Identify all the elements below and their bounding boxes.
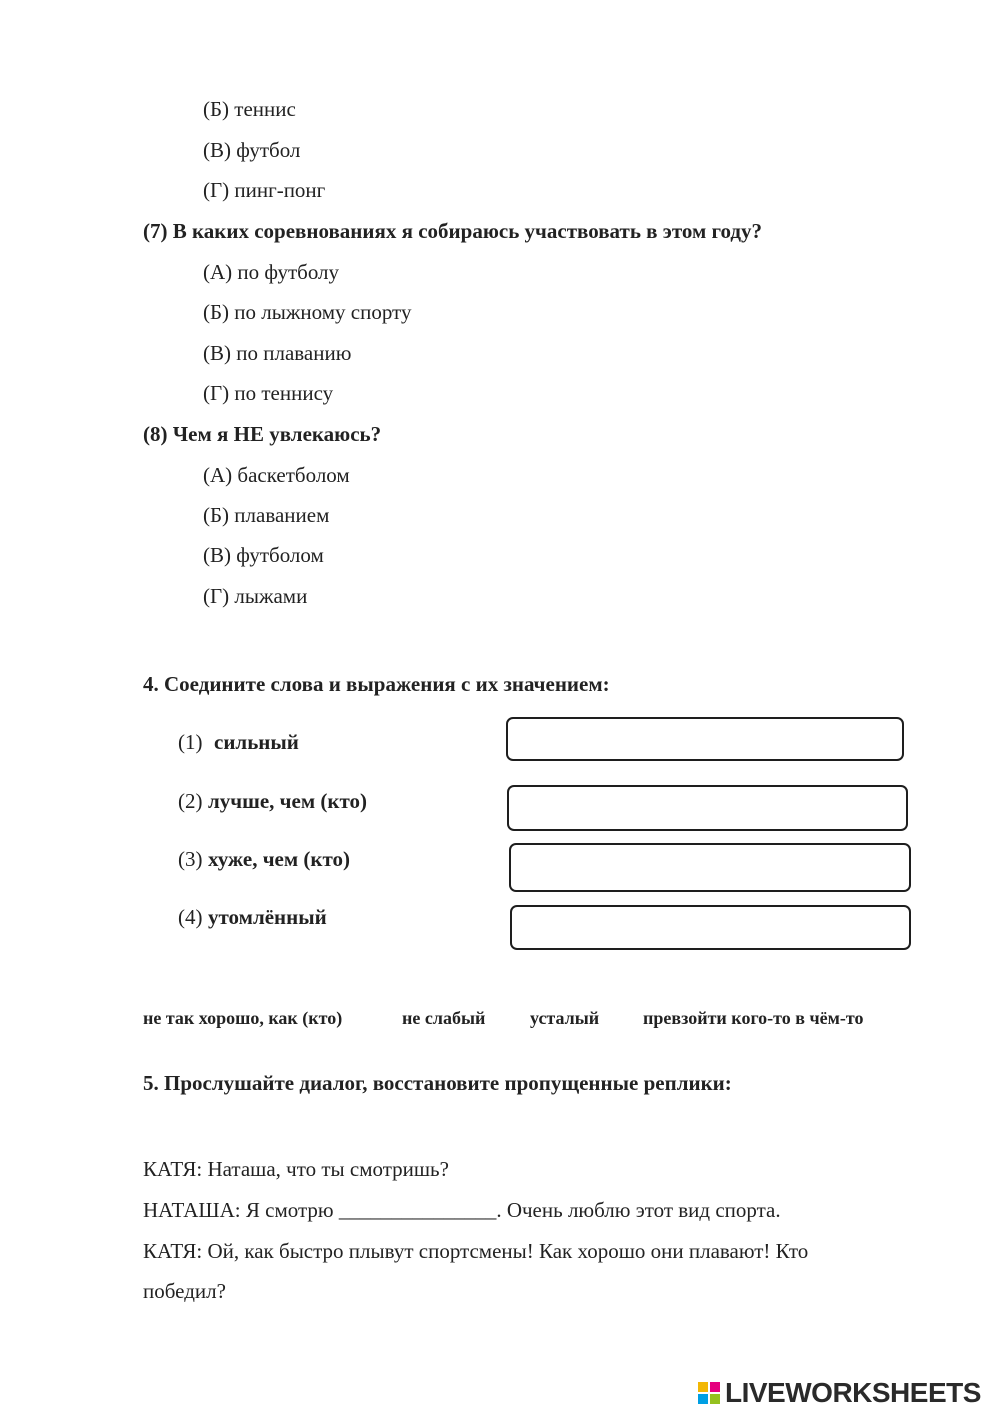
task4-item-4-word: утомлённый [208, 905, 327, 929]
task4-item-2-number: (2) [178, 789, 203, 813]
q8-option-g: (Г) лыжами [203, 584, 308, 608]
task4-answer-box-4[interactable] [510, 905, 911, 950]
q8-question: (8) Чем я НЕ увлекаюсь? [143, 422, 382, 446]
task4-answer-box-2[interactable] [507, 785, 908, 831]
liveworksheets-logo[interactable] [698, 1378, 993, 1408]
task4-item-1-word: сильный [214, 730, 299, 754]
dialog-line-3: КАТЯ: Ой, как быстро плывут спортсмены! Как хорошо они плавают! Кто [143, 1239, 809, 1263]
task4-item-3-number: (3) [178, 847, 203, 871]
q7-question: (7) В каких соревнованиях я собираюсь участвовать в этом году? [143, 219, 763, 243]
q7-option-b: (Б) по лыжному спорту [203, 300, 412, 324]
word-bank-item-1[interactable]: не так хорошо, как (кто) [143, 1008, 343, 1028]
q6-option-g: (Г) пинг-понг [203, 178, 326, 202]
word-bank-item-3[interactable]: усталый [530, 1008, 600, 1028]
q7-option-g: (Г) по теннису [203, 381, 334, 405]
q6-option-v: (В) футбол [203, 138, 301, 162]
task4-item-2-word: лучше, чем (кто) [208, 789, 368, 813]
liveworksheets-logo-icon [698, 1382, 720, 1404]
task4-item-3-word: хуже, чем (кто) [208, 847, 351, 871]
task4-answer-box-3[interactable] [509, 843, 911, 892]
q6-option-b: (Б) теннис [203, 97, 296, 121]
dialog-line-1: КАТЯ: Наташа, что ты смотришь? [143, 1157, 449, 1181]
task4-item-4-number: (4) [178, 905, 203, 929]
q7-option-v: (В) по плаванию [203, 341, 352, 365]
task4-title: 4. Соедините слова и выражения с их значением: [143, 672, 610, 696]
q8-option-v: (В) футболом [203, 543, 324, 567]
task4-item-1-number: (1) [178, 730, 203, 754]
liveworksheets-logo-text: LIVEWORKSHEETS [725, 1377, 981, 1408]
q7-option-a: (А) по футболу [203, 260, 340, 284]
word-bank-item-4[interactable]: превзойти кого-то в чём-то [643, 1008, 864, 1028]
task4-answer-box-1[interactable] [506, 717, 904, 761]
q8-option-a: (А) баскетболом [203, 463, 350, 487]
q8-option-b: (Б) плаванием [203, 503, 330, 527]
dialog-line-4: победил? [143, 1279, 226, 1303]
word-bank-item-2[interactable]: не слабый [402, 1008, 486, 1028]
dialog-line-2: НАТАША: Я смотрю _______________. Очень люблю этот вид спорта. [143, 1198, 781, 1222]
task5-title: 5. Прослушайте диалог, восстановите пропущенные реплики: [143, 1071, 732, 1095]
